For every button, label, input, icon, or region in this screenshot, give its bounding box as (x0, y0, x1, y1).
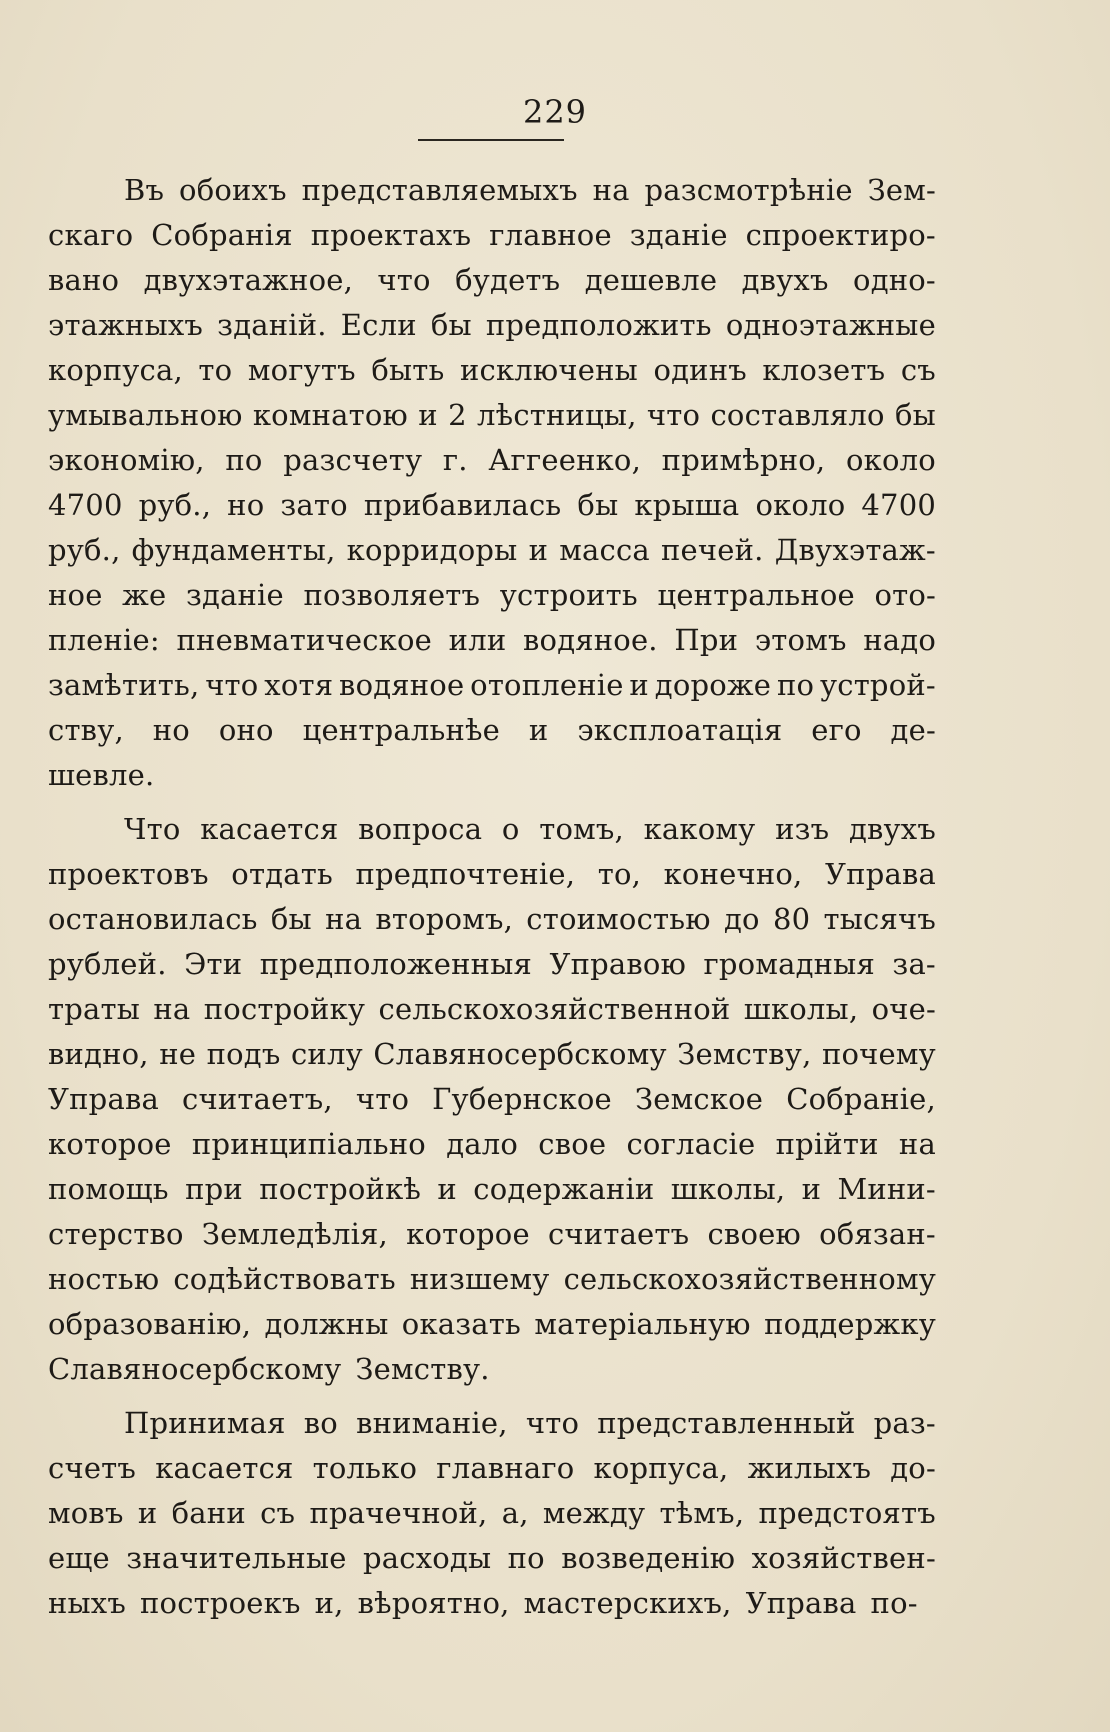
word: отопленіе (470, 668, 624, 702)
word: и, (314, 1586, 344, 1620)
text-line (48, 1401, 936, 1446)
word: крыша (634, 488, 740, 522)
word: стерство (48, 1217, 184, 1251)
word: устроить (499, 578, 638, 612)
text-line (48, 807, 936, 852)
word: вниманіе, (356, 1406, 508, 1440)
word: во (303, 1406, 338, 1440)
word: могутъ (247, 353, 356, 387)
word: двухэтажное, (143, 263, 354, 297)
word: Земское (634, 1082, 764, 1116)
word: и (629, 668, 649, 702)
paragraph (48, 168, 936, 798)
text-line (48, 1257, 936, 1302)
word: содержаніи (473, 1172, 655, 1206)
word: разсчету (283, 443, 423, 477)
word: только (312, 1451, 418, 1485)
word: одинъ (653, 353, 747, 387)
word: Славяносербскому (48, 1352, 342, 1386)
word: при (185, 1172, 243, 1206)
word: о (501, 812, 520, 846)
word: бы (894, 398, 936, 432)
word: зданій. (217, 308, 327, 342)
text-line (48, 1347, 936, 1392)
word: какому (643, 812, 756, 846)
word: проектовъ (48, 857, 209, 891)
word: его (811, 713, 862, 747)
word: руб., (48, 533, 121, 567)
word: сельскохозяйственной (378, 992, 731, 1026)
word: что (377, 263, 431, 297)
word: обоихъ (179, 173, 287, 207)
word: изъ (775, 812, 830, 846)
word: что (646, 398, 701, 432)
word: сельскохозяйственному (563, 1262, 936, 1296)
word: стоимостью (526, 902, 711, 936)
word: построекъ (140, 1586, 301, 1620)
word: еще (48, 1541, 110, 1575)
word: вано (48, 263, 120, 297)
word: надо (863, 623, 936, 657)
text-line (48, 528, 936, 573)
text-line (48, 483, 936, 528)
word: Принимая (124, 1406, 286, 1440)
word: одноэтажные (725, 308, 936, 342)
text-line (48, 618, 936, 663)
text-line (48, 1581, 936, 1626)
word: своею (707, 1217, 801, 1251)
word: съ (260, 1496, 296, 1530)
word: оказать (401, 1307, 522, 1341)
word: бы (270, 902, 312, 936)
word: оче- (871, 992, 936, 1026)
word: не (159, 1037, 197, 1071)
word: Если (340, 308, 417, 342)
word: исключены (460, 353, 638, 387)
word: должны (264, 1307, 389, 1341)
word: раз- (873, 1406, 936, 1440)
word: г. (442, 443, 468, 477)
text-line (48, 897, 936, 942)
word: дороже (654, 668, 772, 702)
word: до- (890, 1451, 936, 1485)
word: вѣроятно, (357, 1586, 510, 1620)
word: двухъ (741, 263, 829, 297)
word: прійти (775, 1127, 879, 1161)
word: конечно, (663, 857, 803, 891)
word: силу (290, 1037, 363, 1071)
word: между (542, 1496, 646, 1530)
word: прачечной, (309, 1496, 488, 1530)
text-line (48, 393, 936, 438)
word: ное (48, 578, 103, 612)
word: будетъ (455, 263, 561, 297)
word: но (152, 713, 190, 747)
word: касается (200, 812, 339, 846)
word: фундаменты, (131, 533, 336, 567)
text-line (48, 1032, 936, 1077)
text-line (48, 1122, 936, 1167)
word: свое (538, 1127, 607, 1161)
word: что (355, 1082, 410, 1116)
body-text (48, 168, 936, 1626)
word: предстоятъ (758, 1496, 936, 1530)
word: составляло (710, 398, 885, 432)
word: помощь (48, 1172, 169, 1206)
word: на (325, 902, 363, 936)
word: предположить (485, 308, 712, 342)
word: Аггеенко, (488, 443, 641, 477)
word: на (592, 173, 630, 207)
word: прибавилась (363, 488, 562, 522)
text-line (48, 258, 936, 303)
word: рублей. (48, 947, 167, 981)
word: корпуса, (593, 1451, 729, 1485)
word: скаго (48, 218, 134, 252)
word: Управою (549, 947, 687, 981)
word: постройкѣ (259, 1172, 422, 1206)
word: матеріальную (534, 1307, 751, 1341)
word: замѣтить, (48, 668, 200, 702)
word: центральнѣе (302, 713, 501, 747)
word: мовъ (48, 1496, 124, 1530)
word: почему (821, 1037, 936, 1071)
word: экономію, (48, 443, 205, 477)
word: 4700 (861, 488, 936, 522)
word: 4700 (48, 488, 123, 522)
word: остановилась (48, 902, 258, 936)
word: Зем- (867, 173, 936, 207)
word: отдать (231, 857, 333, 891)
word: принципіально (191, 1127, 426, 1161)
word: съ (900, 353, 936, 387)
word: Двухэтаж- (774, 533, 936, 567)
word: одно- (853, 263, 936, 297)
word: проектахъ (310, 218, 472, 252)
word: хотя (264, 668, 334, 702)
word: за- (892, 947, 936, 981)
word: эксплоатація (577, 713, 783, 747)
word: главное (489, 218, 612, 252)
word: лѣстницы, (477, 398, 637, 432)
word: зданіе (629, 218, 728, 252)
word: бани (171, 1496, 246, 1530)
word: ностью (48, 1262, 160, 1296)
word: видно, (48, 1037, 149, 1071)
word: масса (559, 533, 650, 567)
word: низшему (409, 1262, 550, 1296)
word: Земству, (677, 1037, 812, 1071)
word: до (723, 902, 760, 936)
page-number-rule (418, 139, 564, 141)
word: Губернское (432, 1082, 612, 1116)
word: устрой- (819, 668, 936, 702)
word: по- (870, 1586, 918, 1620)
word: согласіе (626, 1127, 756, 1161)
word: двухъ (848, 812, 936, 846)
word: 80 (772, 902, 811, 936)
word: постройку (203, 992, 366, 1026)
word: дало (446, 1127, 519, 1161)
word: ныхъ (48, 1586, 127, 1620)
text-line (48, 573, 936, 618)
word: позволяетъ (303, 578, 481, 612)
word: центральное (657, 578, 855, 612)
word: ото- (874, 578, 936, 612)
word: громадныя (703, 947, 875, 981)
word: поддержку (764, 1307, 936, 1341)
word: разсмотрѣніе (644, 173, 853, 207)
word: руб., (138, 488, 212, 522)
paragraph (48, 807, 936, 1392)
word: и (418, 398, 438, 432)
word: что (525, 1406, 580, 1440)
word: бы (577, 488, 619, 522)
word: спроектиро- (745, 218, 936, 252)
word: второмъ, (375, 902, 514, 936)
word: томъ, (539, 812, 624, 846)
word: корридоры (346, 533, 518, 567)
text-line (48, 168, 936, 213)
word: Славяносербскому (373, 1037, 667, 1071)
word: зато (280, 488, 348, 522)
word: школы, (670, 1172, 786, 1206)
word: то (198, 353, 233, 387)
word: оно (218, 713, 274, 747)
word: но (227, 488, 265, 522)
word: де- (890, 713, 936, 747)
paragraph (48, 1401, 936, 1626)
word: и (528, 713, 549, 747)
word: Собранія (151, 218, 293, 252)
text-line (48, 213, 936, 258)
word: жилыхъ (747, 1451, 872, 1485)
word: этомъ (754, 623, 847, 657)
text-line (48, 663, 936, 708)
word: умывальною (48, 398, 243, 432)
word: Мини- (837, 1172, 936, 1206)
word: считаетъ, (182, 1082, 333, 1116)
word: а, (501, 1496, 529, 1530)
word: по (225, 443, 263, 477)
word: Земству. (355, 1352, 490, 1386)
word: которое (406, 1217, 530, 1251)
word: содѣйствовать (173, 1262, 396, 1296)
word: представленный (597, 1406, 856, 1440)
word: ству, (48, 713, 124, 747)
word: корпуса, (48, 353, 183, 387)
word: предпочтеніе, (355, 857, 576, 891)
word: по (776, 668, 815, 702)
word: дешевле (584, 263, 718, 297)
text-line (48, 1302, 936, 1347)
text-line (48, 753, 936, 798)
word: и (437, 1172, 457, 1206)
word: тысячъ (823, 902, 936, 936)
word: подъ (206, 1037, 281, 1071)
text-line (48, 1446, 936, 1491)
text-line (48, 1212, 936, 1257)
word: При (674, 623, 739, 657)
text-line (48, 1167, 936, 1212)
word: Земледѣлія, (201, 1217, 388, 1251)
word: и (528, 533, 549, 567)
word: траты (48, 992, 141, 1026)
word: обязан- (819, 1217, 936, 1251)
word: водяное. (523, 623, 658, 657)
word: тѣмъ, (659, 1496, 745, 1530)
word: считаетъ (547, 1217, 690, 1251)
word: же (122, 578, 167, 612)
word: касается (155, 1451, 294, 1485)
word: что (205, 668, 259, 702)
word: пневматическое (176, 623, 433, 657)
word: главнаго (436, 1451, 575, 1485)
word: на (898, 1127, 936, 1161)
text-line (48, 708, 936, 753)
text-line (48, 1077, 936, 1122)
word: Что (124, 812, 181, 846)
word: около (755, 488, 846, 522)
word: комнатою (252, 398, 408, 432)
word: то, (597, 857, 642, 891)
word: Управа (745, 1586, 857, 1620)
word: образованію, (48, 1307, 252, 1341)
word: вопроса (358, 812, 483, 846)
word: Въ (124, 173, 165, 207)
word: водяное (339, 668, 465, 702)
word: пленіе: (48, 623, 160, 657)
word: и (801, 1172, 822, 1206)
word: хозяйствен- (751, 1541, 936, 1575)
text-line (48, 1491, 936, 1536)
word: мастерскихъ, (523, 1586, 732, 1620)
word: которое (48, 1127, 172, 1161)
word: по (507, 1541, 545, 1575)
word: или (448, 623, 507, 657)
word: быть (371, 353, 445, 387)
word: значительные (126, 1541, 347, 1575)
word: печей. (661, 533, 764, 567)
text-line (48, 942, 936, 987)
word: школы, (743, 992, 859, 1026)
word: предположенныя (259, 947, 532, 981)
text-line (48, 348, 936, 393)
word: бы (430, 308, 472, 342)
word: расходы (363, 1541, 492, 1575)
word: представляемыхъ (301, 173, 578, 207)
word: клозетъ (762, 353, 886, 387)
text-line (48, 303, 936, 348)
text-line (48, 1536, 936, 1581)
word: зданіе (185, 578, 284, 612)
word: счетъ (48, 1451, 137, 1485)
word: шевле. (48, 758, 155, 792)
word: этажныхъ (48, 308, 204, 342)
text-line (48, 438, 936, 483)
word: и (137, 1496, 158, 1530)
text-line (48, 852, 936, 897)
word: возведенію (561, 1541, 736, 1575)
word: Управа (48, 1082, 159, 1116)
text-line (48, 987, 936, 1032)
word: примѣрно, (661, 443, 826, 477)
word: Управа (825, 857, 936, 891)
word: Собраніе, (786, 1082, 936, 1116)
page-number: 229 (522, 93, 588, 131)
word: Эти (184, 947, 243, 981)
word: 2 (448, 398, 467, 432)
word: на (153, 992, 191, 1026)
word: около (845, 443, 936, 477)
